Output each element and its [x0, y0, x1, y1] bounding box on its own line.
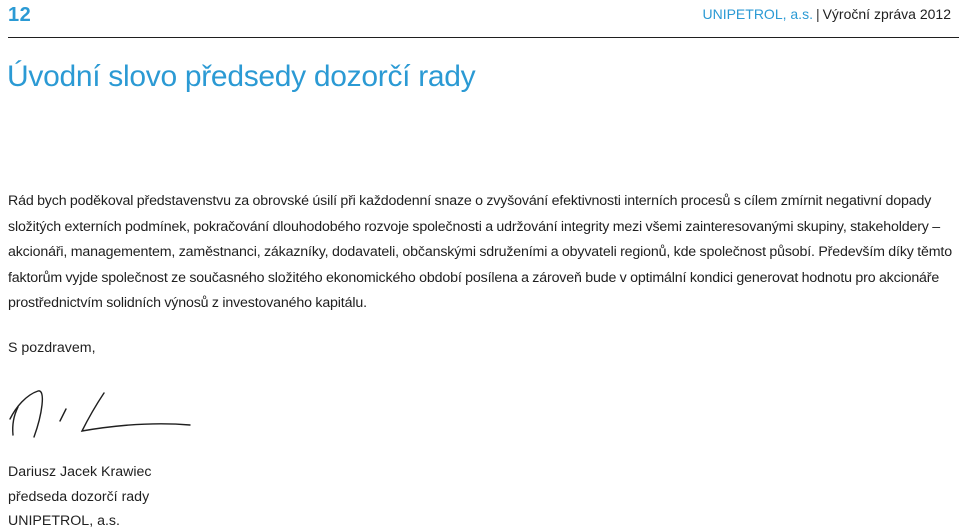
body-paragraph: Rád bych poděkoval představenstvu za obrovské úsilí při každodenní snaze o zvyšování efektivnosti interních procesů s cílem zmírnit negativní dopady složitých externích podmínek, pokračování dlouhodobého rozvoje společnosti a udržování integrity mezi všemi zainteresovanými skupiny, stakeholdery – akcionáři, managementem, zaměstnanci, zákazníky, dodavateli, občanskými sdruženími a obyvateli regionů, kde společnost působí. Především díky těmto faktorům vyjde společnost ze současného složitého ekonomického období posílena a zároveň bude v optimální kondici generovat hodnotu pro akcionáře prostřednictvím solidních výnosů z investovaného kapitálu. [8, 193, 952, 312]
header-separator: | [815, 6, 820, 22]
signatory-block [8, 460, 152, 529]
page-number: 12 [8, 4, 32, 26]
handwritten-signature [4, 385, 194, 445]
page-title: Úvodní slovo předsedy dozorčí rady [7, 60, 476, 93]
signatory-name: Dariusz Jacek Krawiec [8, 464, 152, 480]
running-header [702, 6, 951, 22]
header-report-title: Výroční zpráva 2012 [822, 6, 951, 22]
closing-greeting: S pozdravem, [8, 340, 96, 356]
signatory-company: UNIPETROL, a.s. [8, 513, 120, 529]
header-divider [8, 37, 959, 38]
signatory-position: předseda dozorčí rady [8, 488, 150, 505]
header-company: UNIPETROL, a.s. [702, 6, 813, 22]
